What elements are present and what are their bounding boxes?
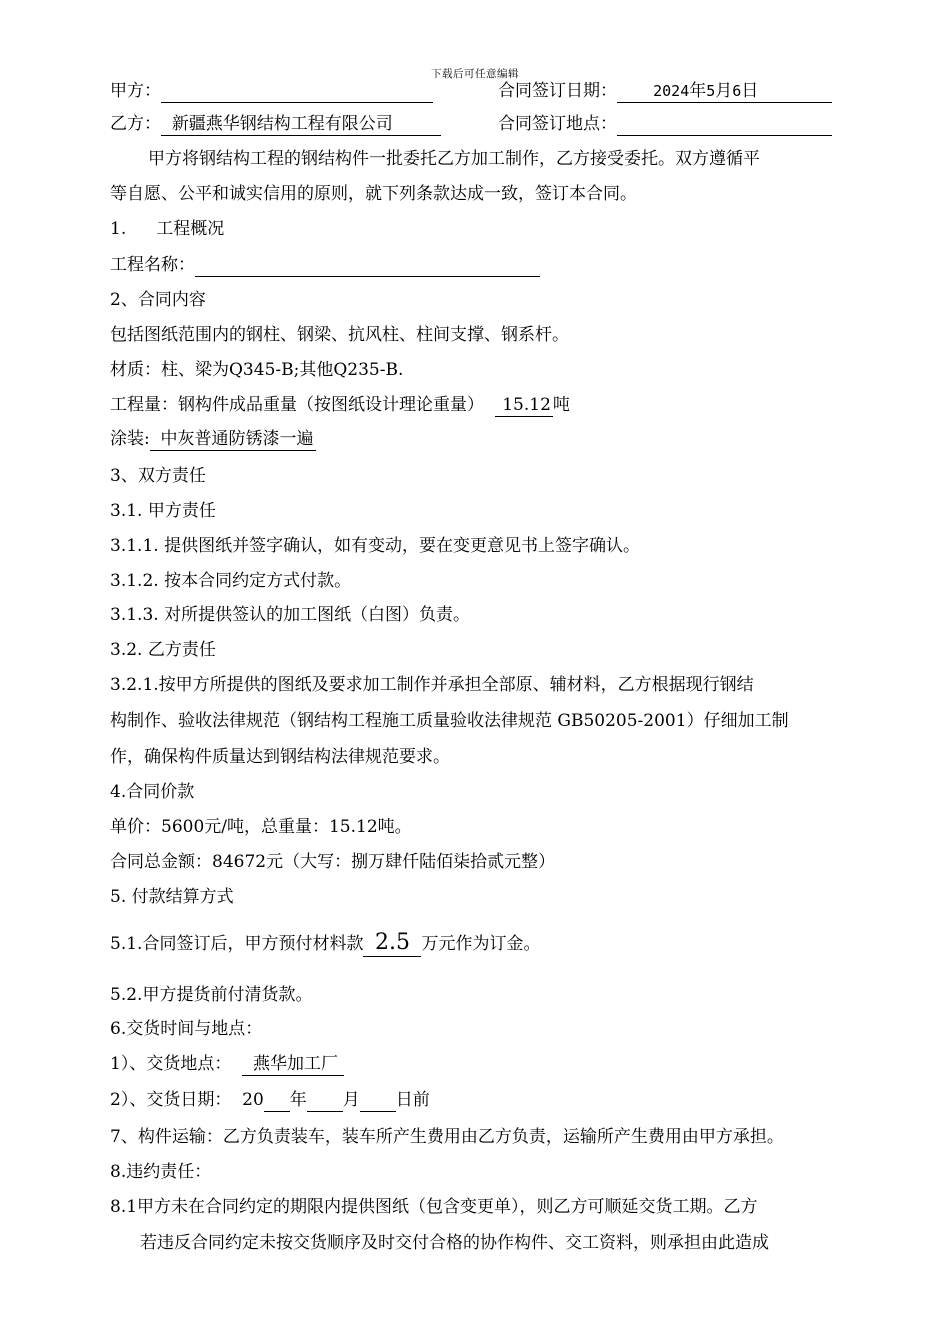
delivery-place-value: 燕华加工厂 (242, 1053, 344, 1076)
delivery-place-label: 1）、交货地点： (110, 1054, 232, 1074)
clause-3-2-1-line-1: 3.2.1.按甲方所提供的图纸及要求加工制作并承担全部原、辅材料，乙方根据现行钢结 (110, 675, 754, 695)
party-b-row (110, 112, 441, 136)
clause-3-1-3: 3.1.3. 对所提供签认的加工图纸（白图）负责。 (110, 605, 471, 625)
clause-3-2-1-line-3: 作，确保构件质量达到钢结构法律规范要求。 (110, 747, 450, 767)
clause-8-1-line-2: 若违反合同约定未按交货顺序及时交付合格的协作构件、交工资料，则承担由此造成 (140, 1233, 769, 1253)
delivery-date-row: 2）、交货日期： 20 年 月 日前 (110, 1090, 430, 1110)
sign-place-row (498, 112, 832, 136)
intro-line-2: 等自愿、公平和诚实信用的原则，就下列条款达成一致，签订本合同。 (110, 184, 637, 204)
section-6-heading: 6.交货时间与地点： (110, 1019, 263, 1039)
delivery-month-blank (307, 1089, 343, 1112)
section-2-heading: 2、合同内容 (110, 290, 206, 310)
scope-text: 包括图纸范围内的钢柱、钢梁、抗风柱、柱间支撑、钢系杆。 (110, 325, 569, 345)
deposit-value: 2.5 (363, 930, 421, 957)
section-3-heading: 3、双方责任 (110, 466, 206, 486)
section-4-heading: 4.合同价款 (110, 782, 195, 802)
section-8-heading: 8.违约责任： (110, 1162, 212, 1182)
quantity-label: 工程量：钢构件成品重量（按图纸设计理论重量） (110, 395, 484, 415)
clause-3-2-1-line-2: 构制作、验收法律规范（钢结构工程施工质量验收法律规范 GB50205-2001）仔细加工制 (110, 711, 789, 731)
coating-label: 涂装: (110, 429, 150, 449)
intro-line-1: 甲方将钢结构工程的钢结构件一批委托乙方加工制作，乙方接受委托。双方遵循平 (148, 149, 760, 169)
clause-8-1-line-1: 8.1甲方未在合同约定的期限内提供图纸（包含变更单），则乙方可顺延交货工期。乙方 (110, 1197, 758, 1217)
section-3-2-heading: 3.2. 乙方责任 (110, 640, 216, 660)
party-a-row (110, 79, 433, 103)
clause-5-1: 5.1.合同签订后，甲方预付材料款 2.5 万元作为订金。 (110, 930, 541, 955)
section-1-heading: 1. 工程概况 (110, 219, 225, 239)
delivery-date-label: 2）、交货日期： (110, 1090, 232, 1110)
clause-5-2: 5.2.甲方提货前付清货款。 (110, 985, 313, 1005)
sign-place-blank (617, 113, 832, 136)
section-3-1-heading: 3.1. 甲方责任 (110, 501, 216, 521)
material-text: 材质：柱、梁为Q345-B;其他Q235-B. (110, 360, 404, 380)
sign-date-row (498, 79, 832, 103)
unit-price-text: 单价：5600元/吨，总重量：15.12吨。 (110, 817, 412, 837)
sign-date-value: 2024年5月6日 (617, 80, 832, 103)
project-name-blank (195, 254, 540, 277)
party-b-label: 乙方： (110, 114, 161, 134)
coating-value: 中灰普通防锈漆一遍 (150, 428, 316, 451)
clause-3-1-2: 3.1.2. 按本合同约定方式付款。 (110, 571, 352, 591)
quantity-row (110, 393, 570, 417)
quantity-value: 15.12 (495, 394, 553, 417)
quantity-unit: 吨 (552, 395, 570, 415)
party-a-blank (161, 80, 433, 103)
delivery-day-blank (360, 1089, 396, 1112)
section-7-text: 7、构件运输：乙方负责装车，装车所产生费用由乙方负责，运输所产生费用由甲方承担。 (110, 1127, 784, 1147)
total-amount-text: 合同总金额：84672元（大写：捌万肆仟陆佰柒拾贰元整） (110, 852, 556, 872)
sign-date-label: 合同签订日期： (498, 81, 617, 101)
sign-place-label: 合同签订地点： (498, 114, 617, 134)
party-a-label: 甲方： (110, 81, 161, 101)
section-5-heading: 5. 付款结算方式 (110, 887, 234, 907)
delivery-year-blank (264, 1089, 290, 1112)
header-note: 下载后可任意编辑 (431, 68, 519, 80)
project-name-label: 工程名称： (110, 255, 195, 275)
coating-row (110, 427, 316, 451)
party-b-name: 新疆燕华钢结构工程有限公司 (161, 113, 441, 136)
delivery-place-row (110, 1052, 344, 1076)
project-name-row (110, 253, 540, 277)
clause-3-1-1: 3.1.1. 提供图纸并签字确认，如有变动，要在变更意见书上签字确认。 (110, 536, 641, 556)
